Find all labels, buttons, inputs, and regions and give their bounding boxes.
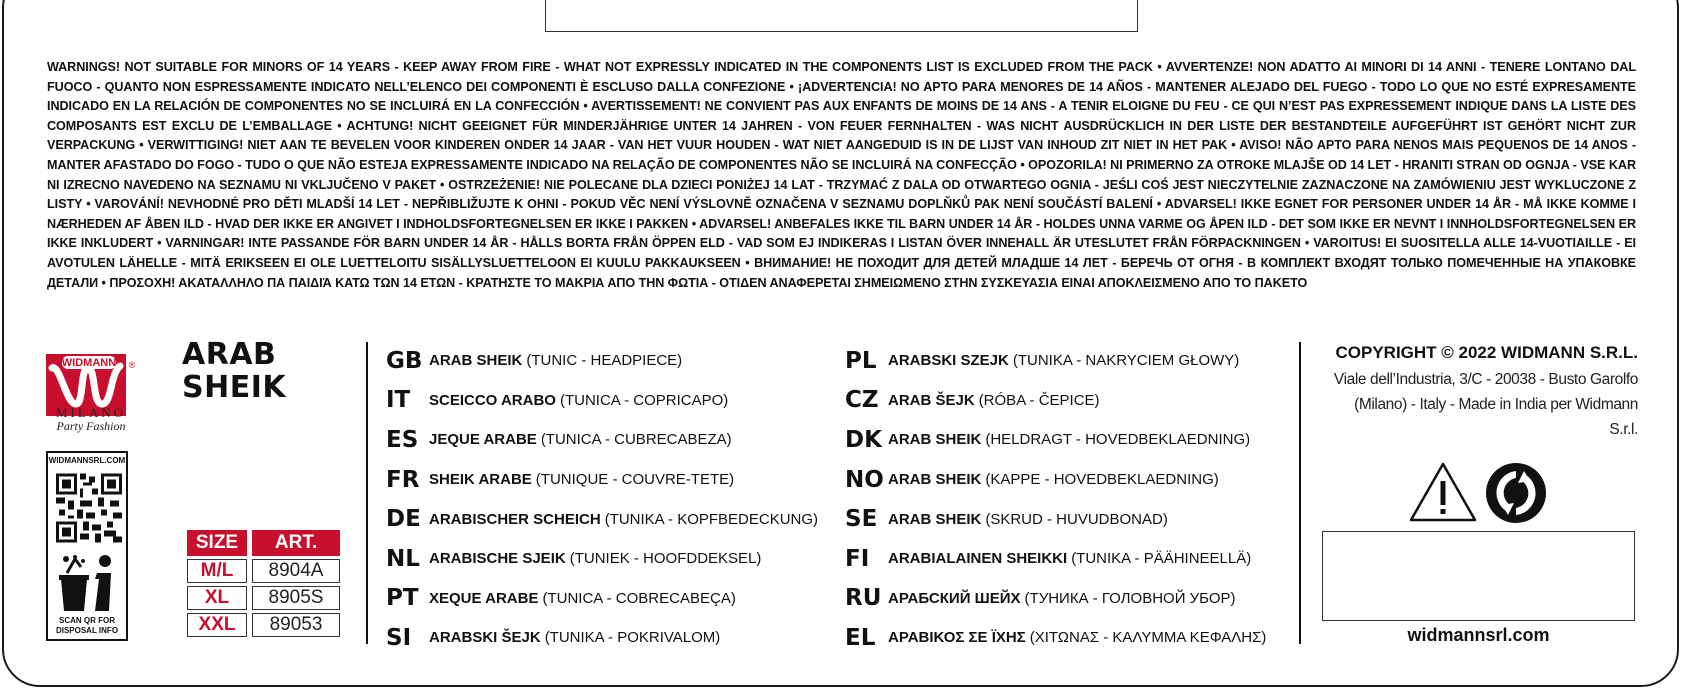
languages-left: [386, 341, 818, 658]
lang-name: ARABISCHE SJEIK: [429, 550, 566, 568]
lang-desc: (TUNIKA - NAKRYCIEM GŁOWY): [1012, 352, 1240, 370]
list-item: [845, 499, 1266, 539]
lang-desc: (TUNIQUE - COUVRE-TETE): [535, 471, 735, 489]
lang-desc: (TUNIKA - KOPFBEDECKUNG): [604, 510, 819, 528]
list-item: [386, 618, 818, 658]
list-item: [845, 579, 1266, 619]
qr-disposal-box[interactable]: [46, 451, 128, 641]
lang-code: SE: [845, 506, 878, 533]
lang-desc: (TUNIKA - POKRIVALOM): [544, 629, 721, 647]
list-item: [386, 381, 818, 421]
lang-name: ARAB ŠEJK: [888, 391, 975, 409]
list-item: [845, 381, 1266, 421]
warnings-text: WARNINGS! NOT SUITABLE FOR MINORS OF 14 YEARS - KEEP AWAY FROM FIRE - WHAT NOT EXPRESSLY INDICATED IN THE COMPONENTS LIST IS EXCLUDED FROM THE PACK • AVVERTENZE! NON ADATTO AI MINORI DI 14 ANNI - TENERE LONTANO DAL FUOCO - QUANTO NON ESPRESSAMENTE INDICATO NELL’ELENCO DEI COMPONENTI È ESCLUSO DALLA CONFEZIONE • ¡ADVERTENCIA! NO APTO PARA MENORES DE 14 AÑOS - MANTENER ALEJADO DEL FUEGO - TODO LO QUE NO ESTÉ EXPRESAMENTE INDICADO EN LA RELACIÓN DE COMPONENTES NO SE INCLUIRÁ EN LA CONFECCIÓN • AVERTISSEMENT! NE CONVIENT PAS AUX ENFANTS DE MOINS DE 14 ANS - A TENIR ELOIGNE DU FEU - CE QUI N’EST PAS EXPRESSEMENT INDIQUE DANS LA LISTE DES COMPOSANTS EST EXCLU DE L’EMBALLAGE • ACHTUNG! NICHT GEEIGNET FÜR MINDERJÄHRIGE UNTER 14 JAHREN - VON FEUER FERNHALTEN - WAS NICHT AUSDRÜCKLICH IN DER LISTE DER BESTANDTEILE AUFGEFÜHRT IST GEHÖRT NICHT ZUR VERPACKUNG • VERWITTIGING! NIET AAN TE BEVELEN VOOR KINDEREN ONDER 14 JAAR - VAN HET VUUR HOUDEN - WAT NIET AANGEDUID IS IN DE LIJST VAN INHOUD ZIT NIET IN HET PAK • AVISO! NÃO APTO PARA NENOS MAIS PEQUENOS DE 14 ANOS - MANTER AFASTADO DO FOGO - TUDO O QUE NÃO ESTEJA EXPRESSAMENTE INDICADO NA RELAÇÃO DE COMPONENTES NÃO SE INCLUIRÁ NA CONFECÇÃO • OPOZORILA! NI PRIMERNO ZA OTROKE MLAJŠE OD 14 LET - HRANITI STRAN OD OGNJA - VSE KAR NI IZRECNO NAVEDENO NA SEZNAMU NI VKLJUČENO V PAKET • OSTRZEŻENIE! NIE POLECANE DLA DZIECI PONIŻEJ 14 LAT - TRZYMAĆ Z DALA OD OTWARTEGO OGNIA - JEŚLI COŚ JEST NIECZYTELNIE ZAZNACZONE NA ZAMÓWIENIU JEST WYKLUCZONE Z LISTY • VAROVÁNÍ! NEVHODNÉ PRO DĚTI MLADŠÍ 14 LET - NEPŘIBLIŽUJTE K OHNI - POKUD VĚC NENÍ VÝSLOVNĚ OZNAČENA V SEZNAMU DOPLŇKŮ PAK NENÍ SOUČÁSTÍ BALENÍ • ADVARSEL! IKKE EGNET FOR PERSONER UNDER 14 ÅR - MÅ IKKE KOMME I NÆRHEDEN AF ÅBEN ILD - HVAD DER IKKE ER ANGIVET I INDHOLDSFORTEGNELSEN ER IKKE I PAKKEN • ADVARSEL! ANBEFALES IKKE TIL BARN UNDER 14 ÅR - HOLDES UNNA VARME OG ÅPEN ILD - DET SOM IKKE ER NEVNT I INNHOLDSFORTEGNELSEN ER IKKE INKLUDERT • VARNINGAR! INTE PASSANDE FÖR BARN UNDER 14 ÅR - HÅLLS BORTA FRÅN ÖPPEN ELD - VAD SOM EJ INDIKERAS I LISTAN ÖVER INNEHALL ÄR UTESLUTET FRÅN FÖRPACKNINGEN • VAROITUS! EI SUOSITELLA ALLE 14-VUOTIAILLE - EI AVOTULEN LÄHELLE - MITÄ ERIKSEEN EI OLE LUETTELOITU SISÄLLYSLUETTELOON EI KUULU PAKKAUKSEEN • ВНИМАНИЕ! НЕ ПОХОДИТ ДЛЯ ДЕТЕЙ МЛАДШЕ 14 ЛЕТ - БЕРЕЧЬ ОТ ОГНЯ - В КОМПЛЕКТ ВХОДЯТ ТОЛЬКО ПОМЕЧЕННЫЕ НА УПАКОВКЕ ДЕТАЛИ • ΠΡΟΣΟΧΗ! ΑΚΑΤΑΛΛΗΛΟ ΠΑ ΠΑΙΔΙΆ ΚΑΤΩ ΤΩΝ 14 ΕΤΩΝ - ΚΡΑΤΗΣΤΕ ΤΟ ΜΑΚΡΙΑ ΑΠΟ ΤΗΝ ΦΩΤΙΑ - ΟΤΙΔΕΝ ΑΝΑΦΕΡΕΤΑΙ ΣΗΜΕΙΩΜΕΝΟ ΣΤΗΝ ΣΥΣΚΕΥΑΣΙΑ ΕΙΝΑΙ ΑΠΟΚΛΕΙΣΜΕΝΟ ΑΠΟ ΤΟ ΠΑΚΕΤΟ: [47, 60, 1636, 290]
lang-name: АРАБСКИЙ ШЕЙХ: [888, 589, 1021, 607]
lang-code: NL: [386, 545, 420, 572]
list-item: [845, 539, 1266, 579]
table-row: [187, 613, 340, 637]
lang-desc: (ТУНИКА - ГОЛОВНОЙ УБОР): [1024, 589, 1236, 607]
lang-desc: (TUNIC - HEADPIECE): [526, 352, 683, 370]
lang-name: ARABSKI SZEJK: [888, 352, 1009, 370]
list-item: [386, 341, 818, 381]
lang-desc: (TUNICA - COPRICAPO): [559, 391, 729, 409]
lang-name: ARABSKI ŠEJK: [429, 629, 541, 647]
lang-desc: (TUNICA - CUBRECABEZA): [540, 431, 732, 449]
lang-name: ARABIALAINEN SHEIKKI: [888, 550, 1068, 568]
size-table: [182, 527, 345, 640]
lang-code: EL: [845, 624, 876, 651]
lang-code: GB: [386, 347, 423, 374]
lang-name: ARAB SHEIK: [429, 352, 523, 370]
copyright-address: [1326, 367, 1638, 442]
lang-code: PL: [845, 347, 877, 374]
divider-right: [1299, 342, 1301, 644]
logo-mark: WIDMANN: [61, 357, 117, 369]
qr-code-icon: [56, 473, 122, 543]
lang-name: SHEIK ARABE: [429, 471, 532, 489]
size-cell: XXL: [187, 613, 247, 637]
list-item: [386, 499, 818, 539]
lang-code: CZ: [845, 387, 879, 414]
list-item: [845, 420, 1266, 460]
qr-caption: SCAN QR FOR DISPOSAL INFO: [55, 616, 119, 635]
lang-name: ARABISCHER SCHEICH: [429, 510, 601, 528]
lang-code: ES: [386, 426, 419, 453]
lang-desc: (TUNICA - COBRECABEÇA): [542, 589, 736, 607]
address-line-1: Viale dell’Industria, 3/C - 20038 - Busto Garolfo: [1333, 371, 1638, 388]
list-item: [845, 460, 1266, 500]
lang-name: ARAB SHEIK: [888, 431, 982, 449]
size-cell: M/L: [187, 559, 247, 583]
lang-desc: (KAPPE - HOVEDBEKLAEDNING): [985, 471, 1219, 489]
list-item: [845, 618, 1266, 658]
art-cell: 8905S: [252, 586, 340, 610]
lang-code: FI: [845, 545, 870, 572]
logo-city: MILANO: [56, 405, 126, 420]
table-row: [187, 586, 340, 610]
top-window-box: [545, 0, 1138, 32]
logo-tagline: Party Fashion: [56, 419, 126, 433]
list-item: [386, 460, 818, 500]
size-cell: XL: [187, 586, 247, 610]
qr-url-label: WIDMANNSRL.COM: [48, 456, 126, 465]
art-header: ART.: [252, 530, 340, 556]
list-item: [386, 539, 818, 579]
product-title-line2: SHEIK: [182, 370, 287, 405]
website-link[interactable]: widmannsrl.com: [1407, 625, 1550, 645]
art-cell: 8904A: [252, 559, 340, 583]
warning-triangle-icon: [1408, 461, 1478, 523]
lang-desc: (RÓBA - ČEPICE): [978, 391, 1100, 409]
disposal-info-icon: [57, 553, 121, 615]
lang-name: XEQUE ARABE: [429, 589, 539, 607]
symbols: [1408, 461, 1548, 525]
lang-code: DE: [386, 506, 421, 533]
divider-left: [366, 342, 368, 644]
lang-code: SI: [386, 624, 412, 651]
list-item: [845, 341, 1266, 381]
lang-desc: (ΧΙΤΩΝΑΣ - ΚΑΛΥΜΜΑ ΚΕΦΑΛΗΣ): [1029, 629, 1267, 647]
lang-code: PT: [386, 585, 419, 612]
copyright-title: COPYRIGHT © 2022 WIDMANN S.R.L.: [1335, 343, 1638, 362]
copyright-block: [1326, 343, 1638, 442]
lang-desc: (TUNIEK - HOOFDDEKSEL): [569, 550, 762, 568]
list-item: [386, 420, 818, 460]
lang-name: JEQUE ARABE: [429, 431, 537, 449]
green-dot-recycle-icon: [1484, 461, 1548, 525]
lang-code: RU: [845, 585, 882, 612]
product-title: [182, 338, 286, 404]
table-row: [187, 559, 340, 583]
lang-code: NO: [845, 466, 884, 493]
lang-name: ΑΡΑΒΙΚΟΣ ΣΕ ΪΧΗΣ: [888, 629, 1026, 647]
lang-desc: (TUNIKA - PÄÄHINEELLÄ): [1071, 550, 1252, 568]
lang-code: FR: [386, 466, 420, 493]
lang-name: ARAB SHEIK: [888, 510, 982, 528]
lang-name: SCEICCO ARABO: [429, 391, 556, 409]
size-header: SIZE: [187, 530, 247, 556]
art-cell: 89053: [252, 613, 340, 637]
lang-name: ARAB SHEIK: [888, 471, 982, 489]
lang-code: IT: [386, 387, 411, 414]
lang-desc: (HELDRAGT - HOVEDBEKLAEDNING): [985, 431, 1251, 449]
list-item: [386, 579, 818, 619]
product-title-line1: ARAB: [182, 337, 277, 372]
languages-right: [845, 341, 1266, 658]
logo-reg: ®: [128, 360, 136, 370]
lang-code: DK: [845, 426, 882, 453]
address-line-2: (Milano) - Italy - Made in India per Widmann S.r.l.: [1354, 396, 1638, 438]
bottom-blank-box: [1322, 531, 1635, 621]
lang-desc: (SKRUD - HUVUDBONAD): [985, 510, 1168, 528]
